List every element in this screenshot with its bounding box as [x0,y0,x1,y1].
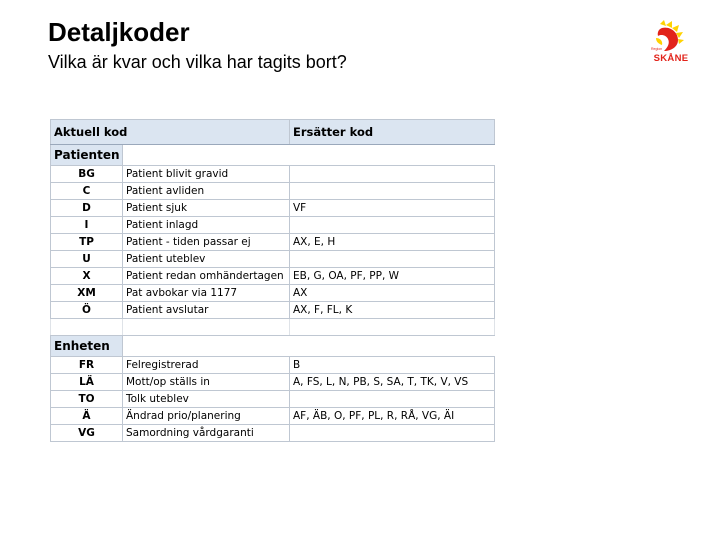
blank-cell [290,145,495,166]
description-cell: Patient - tiden passar ej [123,234,290,251]
description-cell: Ändrad prio/planering [123,408,290,425]
spacer-row [51,319,495,336]
replaces-cell [290,425,495,442]
spacer-cell [290,319,495,336]
description-cell: Felregistrerad [123,357,290,374]
replaces-cell [290,166,495,183]
code-cell: VG [51,425,123,442]
spacer-cell [123,319,290,336]
table-row [51,302,495,319]
replaces-cell: A, FS, L, N, PB, S, SA, T, TK, V, VS [290,374,495,391]
table-row [51,268,495,285]
detail-codes-table [50,119,495,442]
description-cell: Pat avbokar via 1177 [123,285,290,302]
code-cell: D [51,200,123,217]
table-row [51,234,495,251]
code-cell: C [51,183,123,200]
description-cell: Patient inlagd [123,217,290,234]
replaces-cell: AX, F, FL, K [290,302,495,319]
section-title: Patienten [51,145,123,166]
header-current-code: Aktuell kod [51,120,290,145]
description-cell: Patient blivit gravid [123,166,290,183]
code-cell: Ä [51,408,123,425]
section-title: Enheten [51,336,123,357]
replaces-cell: VF [290,200,495,217]
description-cell: Patient uteblev [123,251,290,268]
blank-cell [123,145,290,166]
description-cell: Samordning vårdgaranti [123,425,290,442]
description-cell: Patient avslutar [123,302,290,319]
code-cell: TP [51,234,123,251]
table-row [51,408,495,425]
code-cell: LÄ [51,374,123,391]
code-cell: I [51,217,123,234]
page-subtitle: Vilka är kvar och vilka har tagits bort? [48,52,347,72]
replaces-cell: AF, ÄB, O, PF, PL, R, RÅ, VG, ÄI [290,408,495,425]
code-cell: FR [51,357,123,374]
replaces-cell: AX, E, H [290,234,495,251]
header-replaces-code: Ersätter kod [290,120,495,145]
code-cell: Ö [51,302,123,319]
table-row [51,183,495,200]
description-cell: Tolk uteblev [123,391,290,408]
table-row [51,425,495,442]
replaces-cell [290,217,495,234]
description-cell: Patient avliden [123,183,290,200]
code-cell: U [51,251,123,268]
table-row [51,285,495,302]
blank-cell [123,336,290,357]
logo-prefix: Region [651,47,663,51]
table-row [51,357,495,374]
replaces-cell [290,251,495,268]
description-cell: Patient redan omhändertagen [123,268,290,285]
replaces-cell: B [290,357,495,374]
table-row [51,166,495,183]
replaces-cell [290,183,495,200]
spacer-cell [51,319,123,336]
table-header-row [51,120,495,145]
table-row [51,251,495,268]
region-skane-logo [646,20,696,66]
table-row [51,217,495,234]
code-cell: XM [51,285,123,302]
table-row [51,200,495,217]
code-cell: X [51,268,123,285]
replaces-cell: EB, G, OA, PF, PP, W [290,268,495,285]
code-cell: TO [51,391,123,408]
table-row [51,374,495,391]
page-title: Detaljkoder [48,17,190,47]
description-cell: Patient sjuk [123,200,290,217]
table-row [51,391,495,408]
description-cell: Mott/op ställs in [123,374,290,391]
section-title-row [51,145,495,166]
replaces-cell [290,391,495,408]
logo-brand-text: SKÅNE [653,53,689,64]
code-cell: BG [51,166,123,183]
section-title-row [51,336,495,357]
replaces-cell: AX [290,285,495,302]
blank-cell [290,336,495,357]
